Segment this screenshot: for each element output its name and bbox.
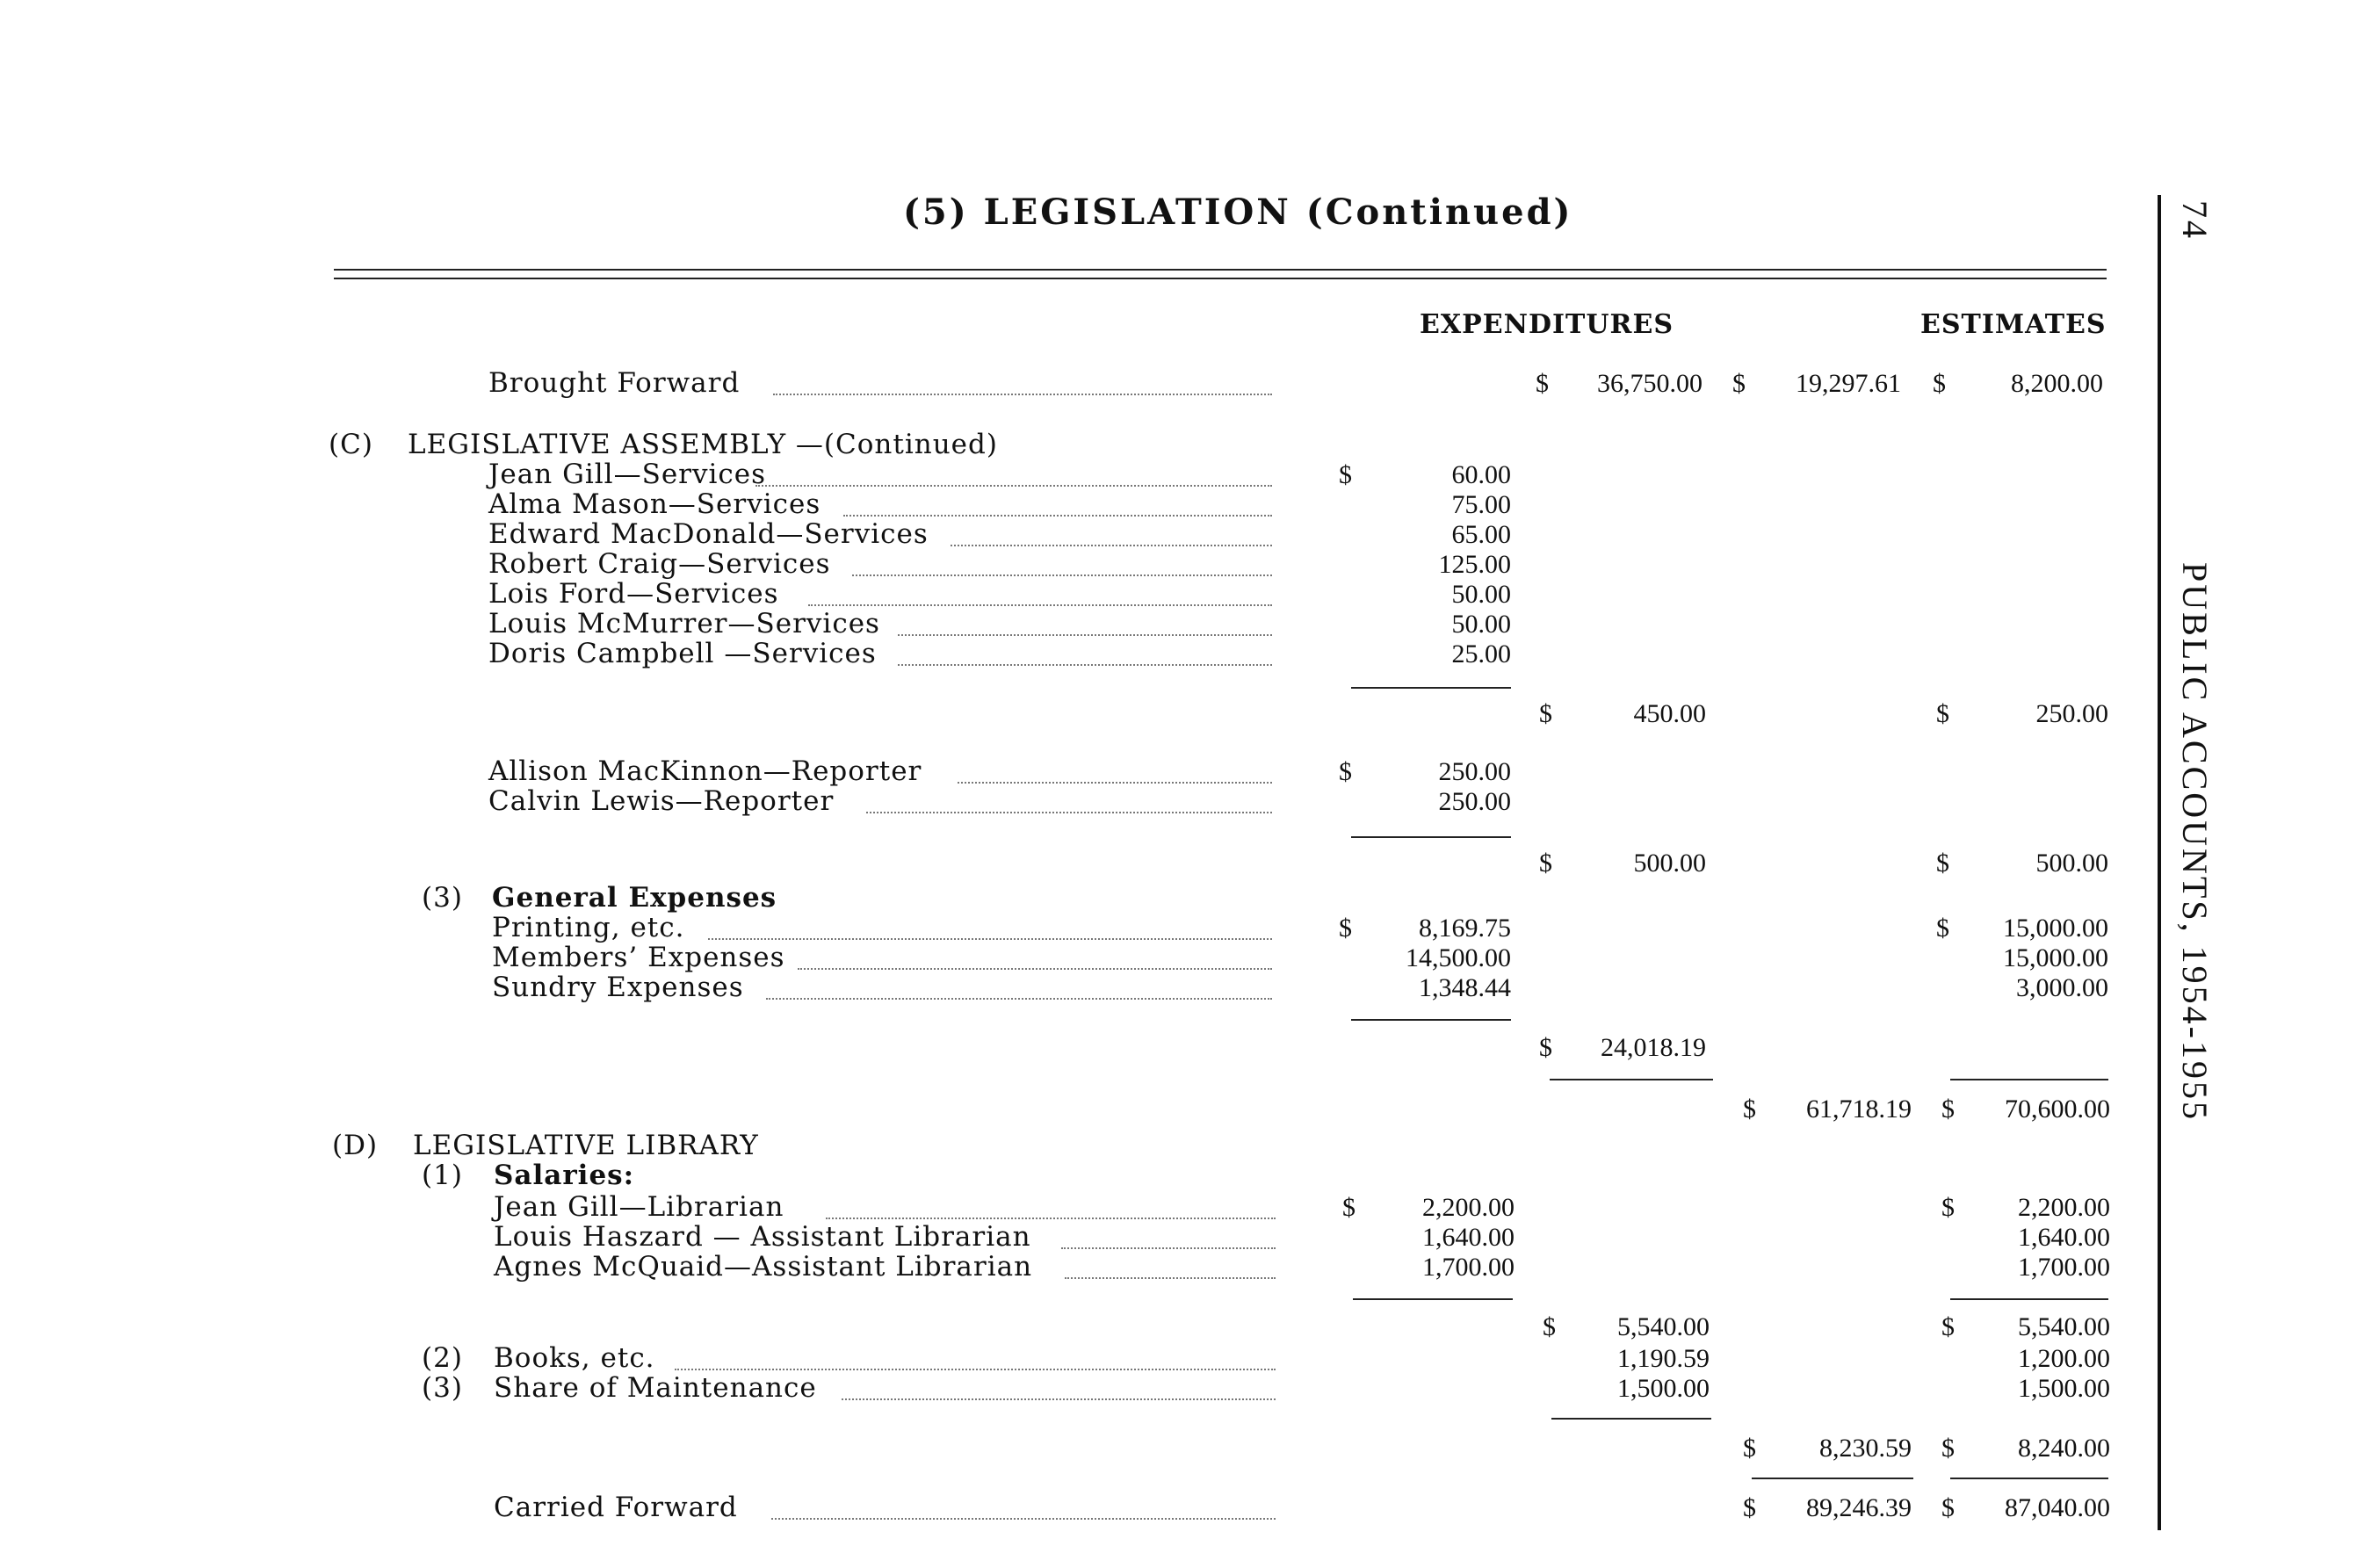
maintenance-label: Share of Maintenance bbox=[494, 1372, 817, 1404]
dot-leader bbox=[766, 998, 1272, 1000]
salaries-estimate: 5,540.00 bbox=[2018, 1312, 2110, 1341]
brought-forward-col3: 36,750.00 bbox=[1597, 369, 1703, 398]
subtotal-rule bbox=[1353, 1298, 1513, 1300]
dot-leader bbox=[898, 634, 1272, 636]
list-item-amount: 65.00 bbox=[1451, 520, 1511, 549]
books-label: Books, etc. bbox=[494, 1342, 655, 1374]
subtotal-rule bbox=[1551, 1418, 1711, 1420]
general-expenses-number: (3) bbox=[422, 882, 463, 914]
list-item-amount: 25.00 bbox=[1451, 639, 1511, 668]
list-item-label: Lois Ford—Services bbox=[488, 578, 779, 610]
brought-forward-col4: 19,297.61 bbox=[1796, 369, 1901, 398]
estimates-header: ESTIMATES bbox=[1920, 309, 2107, 340]
list-item-label: Louis Haszard — Assistant Librarian bbox=[494, 1221, 1031, 1253]
dot-leader bbox=[826, 1218, 1276, 1219]
subtotal-rule bbox=[1752, 1478, 1913, 1479]
brought-forward-col5: 8,200.00 bbox=[2011, 369, 2103, 398]
running-head: PUBLIC ACCOUNTS, 1954-1955 bbox=[2175, 562, 2215, 1122]
list-item-label: Alma Mason—Services bbox=[488, 488, 821, 520]
dot-leader bbox=[675, 1369, 1276, 1370]
list-item-estimate: 15,000.00 bbox=[2003, 914, 2108, 943]
list-item-label: Sundry Expenses bbox=[492, 972, 744, 1003]
dollar-sign: $ bbox=[1536, 369, 1549, 398]
dot-leader bbox=[773, 394, 1272, 395]
page-title: (5) LEGISLATION (Continued) bbox=[903, 191, 1573, 233]
carried-forward-col4: 89,246.39 bbox=[1806, 1493, 1912, 1522]
list-item-estimate: 1,700.00 bbox=[2018, 1253, 2110, 1282]
subtotal-rule bbox=[1351, 687, 1511, 689]
section-d-letter: (D) bbox=[332, 1130, 379, 1161]
dot-leader bbox=[1061, 1247, 1276, 1249]
list-item-label: Robert Craig—Services bbox=[488, 548, 831, 580]
salaries-total: 5,540.00 bbox=[1617, 1312, 1710, 1341]
page-number: 74 bbox=[2175, 200, 2215, 241]
dollar-sign: $ bbox=[1743, 1095, 1756, 1124]
list-item-estimate: 2,200.00 bbox=[2018, 1193, 2110, 1222]
maintenance-amount: 1,500.00 bbox=[1617, 1374, 1710, 1403]
general-expenses-total: 24,018.19 bbox=[1601, 1033, 1706, 1062]
list-item-label: Calvin Lewis—Reporter bbox=[488, 785, 835, 817]
list-item-amount: 60.00 bbox=[1451, 460, 1511, 489]
list-item-amount: 1,348.44 bbox=[1419, 973, 1511, 1002]
dot-leader bbox=[1065, 1277, 1276, 1279]
section-c-estimate: 70,600.00 bbox=[2005, 1095, 2110, 1124]
dot-leader bbox=[798, 968, 1272, 970]
list-item-label: Jean Gill—Librarian bbox=[494, 1191, 784, 1223]
dollar-sign: $ bbox=[1539, 1033, 1552, 1062]
subtotal-rule bbox=[1351, 836, 1511, 838]
list-item-label: Louis McMurrer—Services bbox=[488, 608, 880, 639]
dot-leader bbox=[958, 782, 1272, 784]
list-item-amount: 1,700.00 bbox=[1422, 1253, 1515, 1282]
dollar-sign: $ bbox=[1743, 1434, 1756, 1463]
dollar-sign: $ bbox=[1339, 914, 1352, 943]
expenditures-header: EXPENDITURES bbox=[1420, 309, 1674, 340]
list-item-label: Edward MacDonald—Services bbox=[488, 518, 929, 550]
list-item-amount: 75.00 bbox=[1451, 490, 1511, 519]
dollar-sign: $ bbox=[1539, 699, 1552, 728]
list-item-amount: 250.00 bbox=[1438, 757, 1511, 786]
section-c-letter: (C) bbox=[329, 429, 373, 460]
list-item-estimate: 1,640.00 bbox=[2018, 1223, 2110, 1252]
reporters-total: 500.00 bbox=[1633, 849, 1706, 878]
dot-leader bbox=[843, 515, 1272, 517]
dollar-sign: $ bbox=[1936, 914, 1949, 943]
section-d-heading: LEGISLATIVE LIBRARY bbox=[413, 1130, 759, 1161]
maintenance-estimate: 1,500.00 bbox=[2018, 1374, 2110, 1403]
dot-leader bbox=[842, 1398, 1276, 1400]
dot-leader bbox=[866, 812, 1272, 813]
list-item-label: Allison MacKinnon—Reporter bbox=[488, 755, 922, 787]
dollar-sign: $ bbox=[1933, 369, 1946, 398]
subtotal-rule bbox=[1950, 1298, 2108, 1300]
reporters-estimate: 500.00 bbox=[2035, 849, 2108, 878]
dollar-sign: $ bbox=[1936, 849, 1949, 878]
section-c-total: 61,718.19 bbox=[1806, 1095, 1912, 1124]
list-item-amount: 1,640.00 bbox=[1422, 1223, 1515, 1252]
subtotal-rule bbox=[1950, 1478, 2108, 1479]
dollar-sign: $ bbox=[1539, 849, 1552, 878]
dollar-sign: $ bbox=[1941, 1493, 1955, 1522]
dot-leader bbox=[755, 485, 1272, 487]
list-item-amount: 50.00 bbox=[1451, 610, 1511, 639]
dot-leader bbox=[898, 664, 1272, 666]
dollar-sign: $ bbox=[1941, 1312, 1955, 1341]
header-rule-bottom bbox=[334, 278, 2107, 279]
list-item-estimate: 15,000.00 bbox=[2003, 943, 2108, 972]
services-total: 450.00 bbox=[1633, 699, 1706, 728]
dot-leader bbox=[771, 1518, 1276, 1520]
dot-leader bbox=[708, 938, 1272, 940]
list-item-amount: 50.00 bbox=[1451, 580, 1511, 609]
list-item-label: Jean Gill—Services bbox=[488, 459, 767, 490]
dot-leader bbox=[951, 545, 1272, 546]
subtotal-rule bbox=[1351, 1019, 1511, 1021]
dollar-sign: $ bbox=[1342, 1193, 1356, 1222]
header-rule-top bbox=[334, 269, 2107, 271]
carried-forward-label: Carried Forward bbox=[494, 1492, 738, 1523]
list-item-label: Printing, etc. bbox=[492, 912, 685, 943]
general-expenses-heading: General Expenses bbox=[492, 882, 777, 914]
list-item-amount: 250.00 bbox=[1438, 787, 1511, 816]
salaries-number: (1) bbox=[422, 1160, 463, 1191]
dollar-sign: $ bbox=[1543, 1312, 1556, 1341]
dollar-sign: $ bbox=[1339, 460, 1352, 489]
list-item-estimate: 3,000.00 bbox=[2016, 973, 2108, 1002]
services-estimate: 250.00 bbox=[2035, 699, 2108, 728]
books-number: (2) bbox=[422, 1342, 463, 1374]
list-item-amount: 8,169.75 bbox=[1419, 914, 1511, 943]
books-estimate: 1,200.00 bbox=[2018, 1344, 2110, 1373]
section-d-estimate: 8,240.00 bbox=[2018, 1434, 2110, 1463]
list-item-label: Members’ Expenses bbox=[492, 942, 785, 973]
list-item-label: Doris Campbell —Services bbox=[488, 638, 877, 669]
dollar-sign: $ bbox=[1339, 757, 1352, 786]
dollar-sign: $ bbox=[1941, 1095, 1955, 1124]
brought-forward-label: Brought Forward bbox=[488, 367, 741, 399]
section-d-total: 8,230.59 bbox=[1819, 1434, 1912, 1463]
dollar-sign: $ bbox=[1732, 369, 1746, 398]
list-item-amount: 125.00 bbox=[1438, 550, 1511, 579]
books-amount: 1,190.59 bbox=[1617, 1344, 1710, 1373]
carried-forward-col5: 87,040.00 bbox=[2005, 1493, 2110, 1522]
right-margin-rule bbox=[2158, 195, 2161, 1530]
subtotal-rule bbox=[1950, 1079, 2108, 1080]
list-item-amount: 14,500.00 bbox=[1406, 943, 1511, 972]
dollar-sign: $ bbox=[1941, 1434, 1955, 1463]
dollar-sign: $ bbox=[1936, 699, 1949, 728]
dot-leader bbox=[852, 574, 1272, 576]
dot-leader bbox=[808, 604, 1272, 606]
maintenance-number: (3) bbox=[422, 1372, 463, 1404]
dollar-sign: $ bbox=[1743, 1493, 1756, 1522]
list-item-label: Agnes McQuaid—Assistant Librarian bbox=[494, 1251, 1033, 1283]
list-item-amount: 2,200.00 bbox=[1422, 1193, 1515, 1222]
dollar-sign: $ bbox=[1941, 1193, 1955, 1222]
subtotal-rule bbox=[1550, 1079, 1713, 1080]
section-c-heading: LEGISLATIVE ASSEMBLY —(Continued) bbox=[408, 429, 998, 460]
salaries-heading: Salaries: bbox=[494, 1160, 635, 1191]
